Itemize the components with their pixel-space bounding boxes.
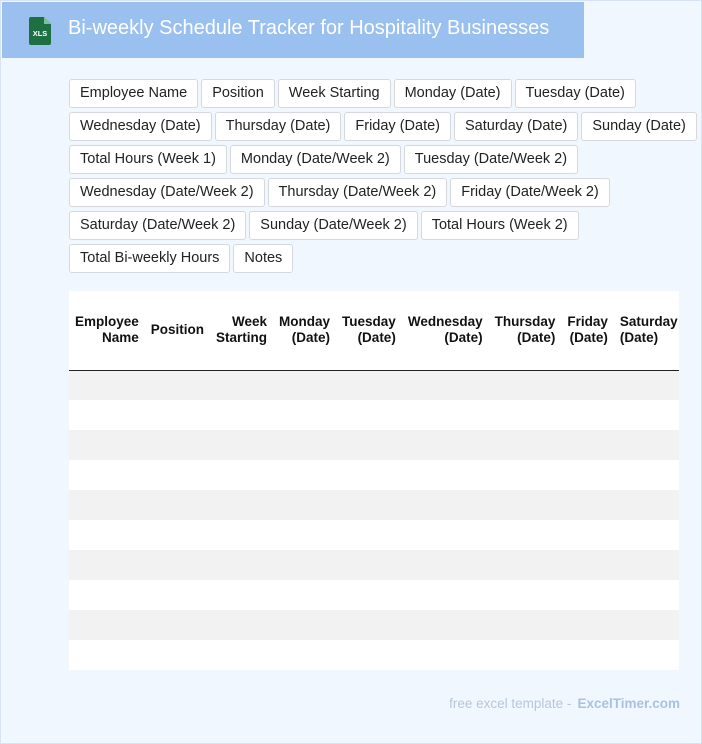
table-cell[interactable] [210, 520, 273, 550]
table-cell[interactable] [336, 460, 402, 490]
table-cell[interactable] [210, 490, 273, 520]
table-cell[interactable] [614, 460, 679, 490]
table-cell[interactable] [336, 520, 402, 550]
table-cell[interactable] [614, 490, 679, 520]
table-row [69, 520, 679, 550]
table-cell[interactable] [69, 430, 145, 460]
schedule-table-container[interactable] [69, 291, 679, 670]
column-header[interactable]: Thursday (Date) [489, 291, 562, 370]
table-cell[interactable] [561, 490, 614, 520]
table-cell[interactable] [489, 640, 562, 670]
table-cell[interactable] [489, 610, 562, 640]
table-cell[interactable] [69, 460, 145, 490]
schedule-table [69, 291, 679, 670]
table-cell[interactable] [210, 550, 273, 580]
column-header[interactable]: Saturday (Date) [614, 291, 679, 370]
table-cell[interactable] [614, 550, 679, 580]
table-cell[interactable] [561, 460, 614, 490]
table-row [69, 400, 679, 430]
table-cell[interactable] [402, 400, 489, 430]
field-chip[interactable]: Friday (Date/Week 2) [450, 178, 610, 207]
table-cell[interactable] [273, 430, 336, 460]
column-header[interactable]: Wednesday (Date) [402, 291, 489, 370]
table-cell[interactable] [69, 580, 145, 610]
table-cell[interactable] [614, 400, 679, 430]
field-chip[interactable]: Total Hours (Week 1) [69, 145, 227, 174]
table-cell[interactable] [402, 460, 489, 490]
table-cell[interactable] [210, 610, 273, 640]
table-cell[interactable] [336, 400, 402, 430]
field-chip[interactable]: Monday (Date/Week 2) [230, 145, 401, 174]
column-header[interactable]: Position [145, 291, 210, 370]
table-cell[interactable] [489, 460, 562, 490]
field-chip[interactable]: Tuesday (Date) [515, 79, 636, 108]
table-row [69, 370, 679, 400]
table-row [69, 430, 679, 460]
title-bar [2, 2, 584, 58]
table-cell[interactable] [489, 580, 562, 610]
table-cell[interactable] [273, 520, 336, 550]
field-chip[interactable]: Position [201, 79, 275, 108]
table-cell[interactable] [489, 520, 562, 550]
table-cell[interactable] [561, 520, 614, 550]
column-header[interactable]: Week Starting [210, 291, 273, 370]
table-cell[interactable] [336, 550, 402, 580]
table-cell[interactable] [561, 640, 614, 670]
table-cell[interactable] [336, 610, 402, 640]
field-chip[interactable]: Sunday (Date) [581, 112, 697, 141]
table-cell[interactable] [145, 490, 210, 520]
table-cell[interactable] [69, 490, 145, 520]
table-cell[interactable] [336, 370, 402, 400]
column-header[interactable]: Monday (Date) [273, 291, 336, 370]
table-cell[interactable] [614, 610, 679, 640]
footer-brand-link[interactable]: ExcelTimer.com [577, 696, 680, 711]
field-chip[interactable]: Employee Name [69, 79, 198, 108]
column-header[interactable]: Friday (Date) [561, 291, 614, 370]
field-chip[interactable]: Wednesday (Date/Week 2) [69, 178, 265, 207]
table-cell[interactable] [273, 490, 336, 520]
table-cell[interactable] [69, 610, 145, 640]
table-cell[interactable] [210, 640, 273, 670]
xls-icon-label: XLS [32, 29, 48, 38]
table-cell[interactable] [614, 640, 679, 670]
field-chip[interactable]: Saturday (Date) [454, 112, 578, 141]
table-cell[interactable] [69, 520, 145, 550]
table-cell[interactable] [614, 520, 679, 550]
table-cell[interactable] [273, 610, 336, 640]
table-cell[interactable] [561, 430, 614, 460]
table-cell[interactable] [336, 640, 402, 670]
table-cell[interactable] [69, 400, 145, 430]
table-cell[interactable] [273, 550, 336, 580]
table-cell[interactable] [561, 610, 614, 640]
table-cell[interactable] [561, 580, 614, 610]
table-row [69, 610, 679, 640]
table-cell[interactable] [402, 580, 489, 610]
table-header-row [69, 291, 679, 370]
table-cell[interactable] [336, 430, 402, 460]
table-cell[interactable] [614, 370, 679, 400]
table-cell[interactable] [273, 400, 336, 430]
footer-text: free excel template - [449, 696, 572, 711]
table-cell[interactable] [489, 550, 562, 580]
table-cell[interactable] [273, 370, 336, 400]
table-cell[interactable] [69, 640, 145, 670]
field-chip[interactable]: Monday (Date) [394, 79, 512, 108]
table-cell[interactable] [210, 580, 273, 610]
field-chip[interactable]: Sunday (Date/Week 2) [249, 211, 417, 240]
table-cell[interactable] [402, 550, 489, 580]
table-cell[interactable] [210, 460, 273, 490]
table-cell[interactable] [210, 430, 273, 460]
footer [449, 696, 680, 711]
field-chip[interactable]: Notes [233, 244, 293, 273]
table-cell[interactable] [273, 580, 336, 610]
table-row [69, 460, 679, 490]
table-cell[interactable] [489, 430, 562, 460]
table-cell[interactable] [273, 460, 336, 490]
table-cell[interactable] [210, 370, 273, 400]
field-chip[interactable]: Week Starting [278, 79, 391, 108]
field-chip[interactable]: Saturday (Date/Week 2) [69, 211, 246, 240]
table-cell[interactable] [489, 400, 562, 430]
table-cell[interactable] [69, 370, 145, 400]
table-cell[interactable] [145, 640, 210, 670]
table-cell[interactable] [69, 550, 145, 580]
field-chip-list [69, 79, 702, 273]
table-cell[interactable] [145, 610, 210, 640]
table-cell[interactable] [402, 430, 489, 460]
table-cell[interactable] [402, 490, 489, 520]
field-chip[interactable]: Wednesday (Date) [69, 112, 212, 141]
table-cell[interactable] [402, 370, 489, 400]
table-cell[interactable] [210, 400, 273, 430]
column-header[interactable]: Tuesday (Date) [336, 291, 402, 370]
table-cell[interactable] [402, 640, 489, 670]
table-row [69, 550, 679, 580]
table-cell[interactable] [145, 370, 210, 400]
table-cell[interactable] [561, 550, 614, 580]
table-cell[interactable] [145, 400, 210, 430]
table-cell[interactable] [145, 580, 210, 610]
table-cell[interactable] [402, 520, 489, 550]
table-cell[interactable] [145, 460, 210, 490]
table-cell[interactable] [614, 430, 679, 460]
field-chip[interactable]: Thursday (Date/Week 2) [268, 178, 448, 207]
field-chip[interactable]: Friday (Date) [344, 112, 451, 141]
page-title: Bi-weekly Schedule Tracker for Hospitality Businesses [68, 17, 550, 39]
table-row [69, 640, 679, 670]
table-cell[interactable] [336, 490, 402, 520]
table-cell[interactable] [336, 580, 402, 610]
column-header[interactable]: Employee Name [69, 291, 145, 370]
table-cell[interactable] [561, 370, 614, 400]
table-row [69, 490, 679, 520]
table-cell[interactable] [561, 400, 614, 430]
field-chip[interactable]: Tuesday (Date/Week 2) [404, 145, 578, 174]
table-cell[interactable] [489, 370, 562, 400]
field-chip[interactable]: Total Hours (Week 2) [421, 211, 579, 240]
table-cell[interactable] [489, 490, 562, 520]
excel-file-icon [25, 16, 53, 46]
table-cell[interactable] [614, 580, 679, 610]
table-cell[interactable] [273, 640, 336, 670]
table-cell[interactable] [402, 610, 489, 640]
field-chip[interactable]: Total Bi-weekly Hours [69, 244, 230, 273]
table-cell[interactable] [145, 520, 210, 550]
table-cell[interactable] [145, 550, 210, 580]
field-chip[interactable]: Thursday (Date) [215, 112, 342, 141]
table-row [69, 580, 679, 610]
table-cell[interactable] [145, 430, 210, 460]
